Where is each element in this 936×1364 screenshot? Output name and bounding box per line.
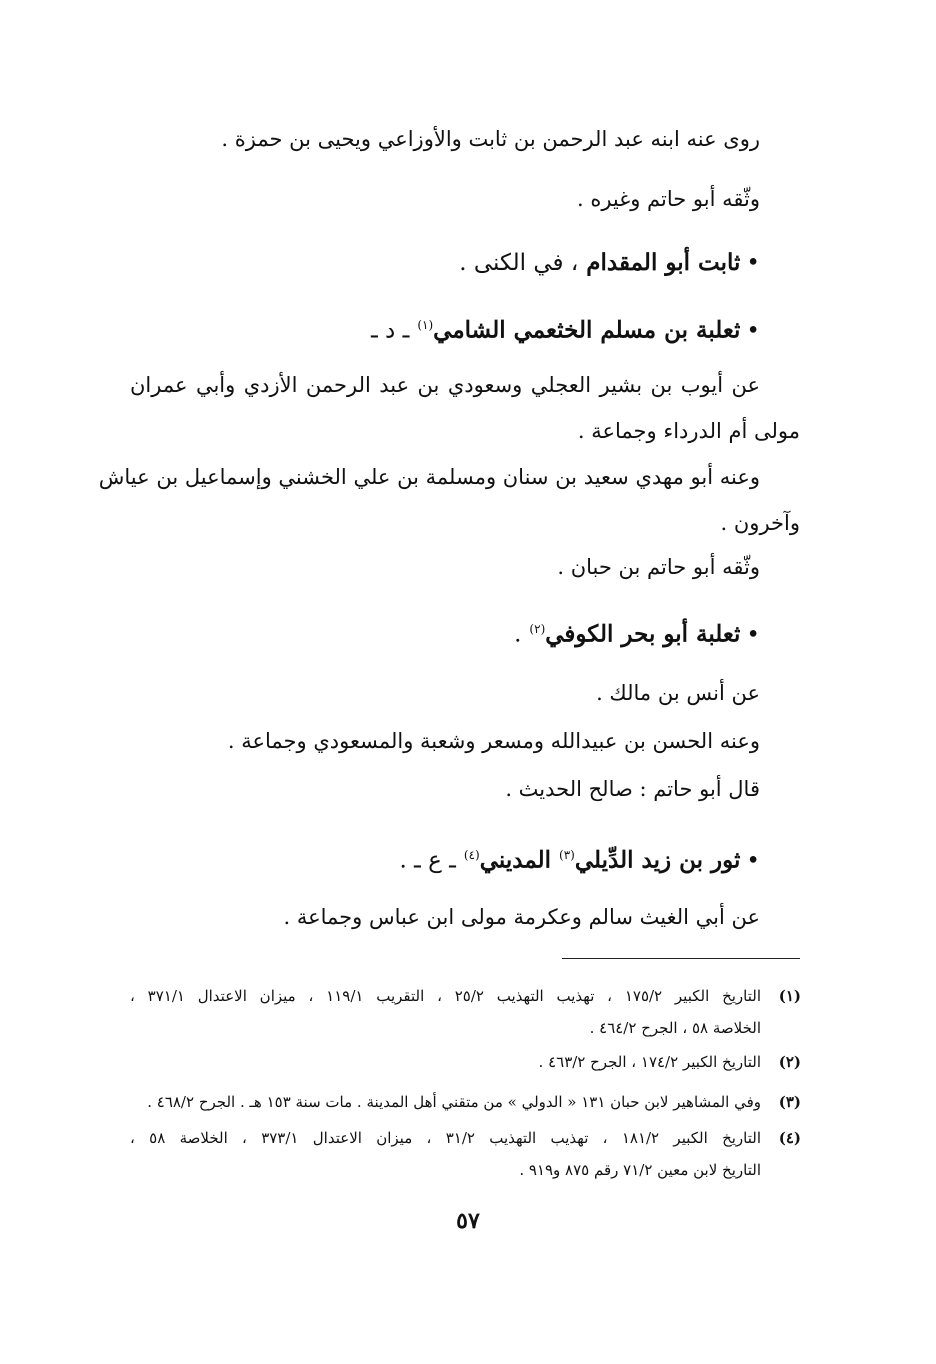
footnote-number: (٢) — [778, 1053, 801, 1071]
body-line: وآخرون . — [720, 511, 800, 535]
footnote-text: التاريخ الكبير ١٨١/٢ ، تهذيب التهذيب ٣١/٢ ، ميزان الاعتدال ٣٧٣/١ ، الخلاصة ٥٨ ، — [130, 1129, 762, 1147]
entry-name: ثعلبة أبو بحر الكوفي — [545, 620, 741, 648]
entry-bullet: • — [746, 250, 760, 276]
footnote-ref: (١) — [417, 318, 434, 332]
body-line: روى عنه ابنه عبد الرحمن بن ثابت والأوزاعي ويحيى بن حمزة . — [221, 127, 760, 151]
entry-name: ثابت أبو المقدام — [586, 249, 741, 276]
entry-bullet: • — [746, 621, 760, 648]
entry-name: ثور بن زيد الدِّيلي — [574, 846, 741, 874]
footnote — [130, 1050, 801, 1074]
footnote-text: التاريخ الكبير ١٧٤/٢ ، الجرح ٤٦٣/٢ . — [538, 1053, 761, 1071]
footnote-text: التاريخ الكبير ١٧٥/٢ ، تهذيب التهذيب ٢٥/٢ ، التقريب ١١٩/١ ، ميزان الاعتدال ٣٧١/١ ، — [130, 987, 761, 1005]
footnote-ref: (٢) — [529, 622, 546, 636]
entry-name: المديني — [479, 846, 552, 874]
body-line: وثّقه أبو حاتم وغيره . — [576, 187, 760, 211]
footnote-ref: (٤) — [463, 848, 480, 862]
page-number: ٥٧ — [456, 1208, 480, 1234]
entry-bullet: • — [746, 847, 760, 874]
entry-heading — [130, 248, 760, 278]
body-line: مولى أم الدرداء وجماعة . — [577, 419, 800, 443]
entry-tail: ـ ع ـ . — [399, 847, 456, 874]
footnote-text: وفي المشاهير لابن حبان ١٣١ « الدولي » من متقني أهل المدينة . مات سنة ١٥٣ هـ . الجرح ٤٦٨/٢ . — [147, 1093, 761, 1111]
footnote-number: (٣) — [778, 1093, 801, 1111]
entry-heading — [130, 840, 760, 876]
body-line: وعنه الحسن بن عبيدالله ومسعر وشعبة والمسعودي وجماعة . — [227, 729, 760, 753]
body-line: وعنه أبو مهدي سعيد بن سنان ومسلمة بن علي الخشني وإسماعيل بن عياش — [98, 465, 760, 489]
footnote-text: التاريخ لابن معين ٧١/٢ رقم ٨٧٥ و٩١٩ . — [519, 1161, 761, 1179]
footnote — [130, 1126, 801, 1150]
footnote-number: (٤) — [778, 1129, 802, 1147]
entry-heading — [130, 310, 760, 346]
body-line: عن أبي الغيث سالم وعكرمة مولى ابن عباس وجماعة . — [283, 905, 760, 929]
body-line: عن أنس بن مالك . — [596, 681, 760, 705]
body-line: عن أيوب بن بشير العجلي وسعودي بن عبد الرحمن الأزدي وأبي عمران — [130, 373, 760, 397]
entry-tail: . — [514, 621, 522, 648]
footnote — [130, 984, 801, 1008]
footnote — [130, 1090, 801, 1114]
entry-tail: ـ د ـ — [370, 317, 410, 344]
body-line: قال أبو حاتم : صالح الحديث . — [505, 777, 760, 801]
entry-name: ثعلبة بن مسلم الخثعمي الشامي — [433, 316, 741, 344]
footnote-text: الخلاصة ٥٨ ، الجرح ٤٦٤/٢ . — [589, 1019, 761, 1037]
footnote-number: (١) — [778, 987, 801, 1005]
footnote-ref: (٣) — [559, 848, 575, 862]
entry-tail: ، في الكنى . — [459, 250, 579, 276]
entry-heading — [130, 614, 760, 650]
footnote-separator — [562, 958, 800, 959]
entry-bullet: • — [746, 317, 760, 344]
body-line: وثّقه أبو حاتم بن حبان . — [557, 555, 760, 579]
